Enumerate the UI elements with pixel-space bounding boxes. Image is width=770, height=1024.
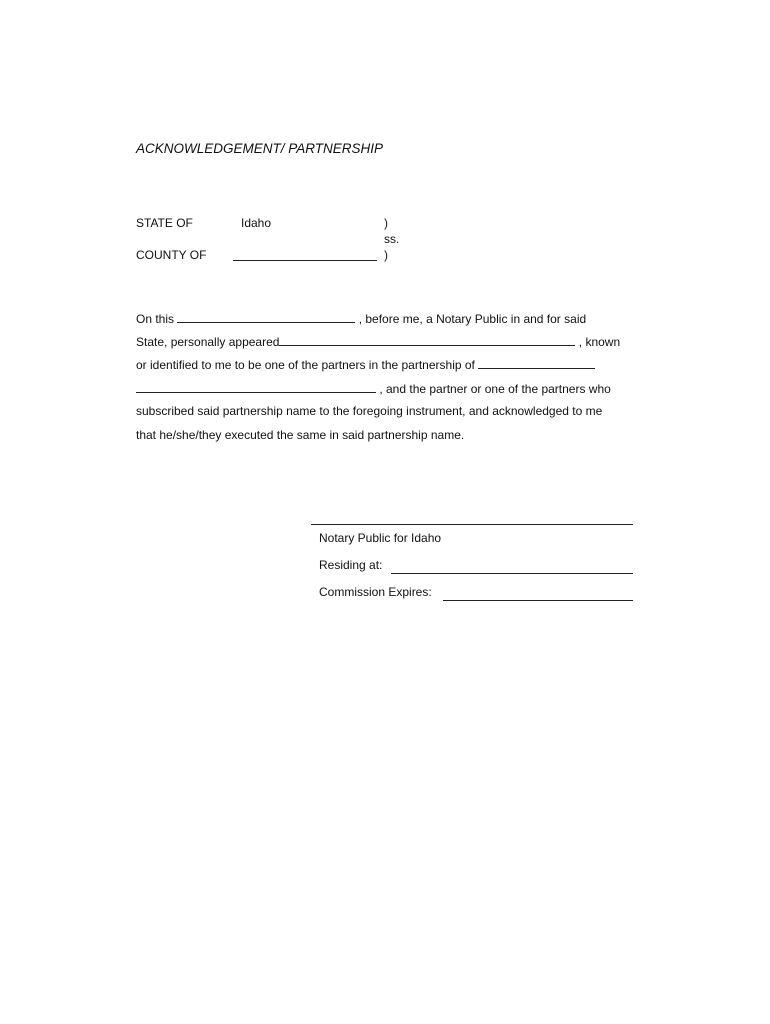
body-line-1 xyxy=(136,311,586,326)
partnership-name-blank-line-1[interactable] xyxy=(478,357,595,369)
commission-blank-line[interactable] xyxy=(443,600,633,601)
body-line-4-end: , and the partner or one of the partners who xyxy=(379,382,611,396)
body-line-4 xyxy=(136,381,611,396)
document-title: ACKNOWLEDGEMENT/ PARTNERSHIP xyxy=(136,141,384,156)
notary-label: Notary Public for Idaho xyxy=(319,531,442,545)
state-label: STATE OF xyxy=(136,216,193,230)
body-line-1-end: , before me, a Notary Public in and for said xyxy=(358,312,587,326)
commission-label: Commission Expires: xyxy=(319,585,432,599)
residing-label: Residing at: xyxy=(319,558,383,572)
county-label: COUNTY OF xyxy=(136,248,207,262)
residing-blank-line[interactable] xyxy=(391,573,633,574)
body-line-1-start: On this xyxy=(136,312,175,326)
venue-paren-close: ) xyxy=(384,248,388,262)
venue-paren-open: ) xyxy=(384,216,388,230)
partnership-name-blank-line-2[interactable] xyxy=(136,381,376,393)
state-value: Idaho xyxy=(241,216,272,230)
appeared-name-blank-line[interactable] xyxy=(279,334,575,346)
notary-signature-line[interactable] xyxy=(311,524,633,525)
body-line-6: that he/she/they executed the same in said partnership name. xyxy=(136,428,465,442)
body-line-3 xyxy=(136,357,595,372)
body-line-2 xyxy=(136,334,620,349)
body-line-2-start: State, personally appeared xyxy=(136,335,280,349)
body-line-2-end: , known xyxy=(578,335,621,349)
body-line-3-start: or identified to me to be one of the partners in the partnership of xyxy=(136,358,475,372)
county-blank-line[interactable] xyxy=(233,260,377,261)
body-line-5: subscribed said partnership name to the foregoing instrument, and acknowledged to me xyxy=(136,404,603,418)
date-blank-line[interactable] xyxy=(177,311,355,323)
venue-ss: ss. xyxy=(384,232,400,246)
